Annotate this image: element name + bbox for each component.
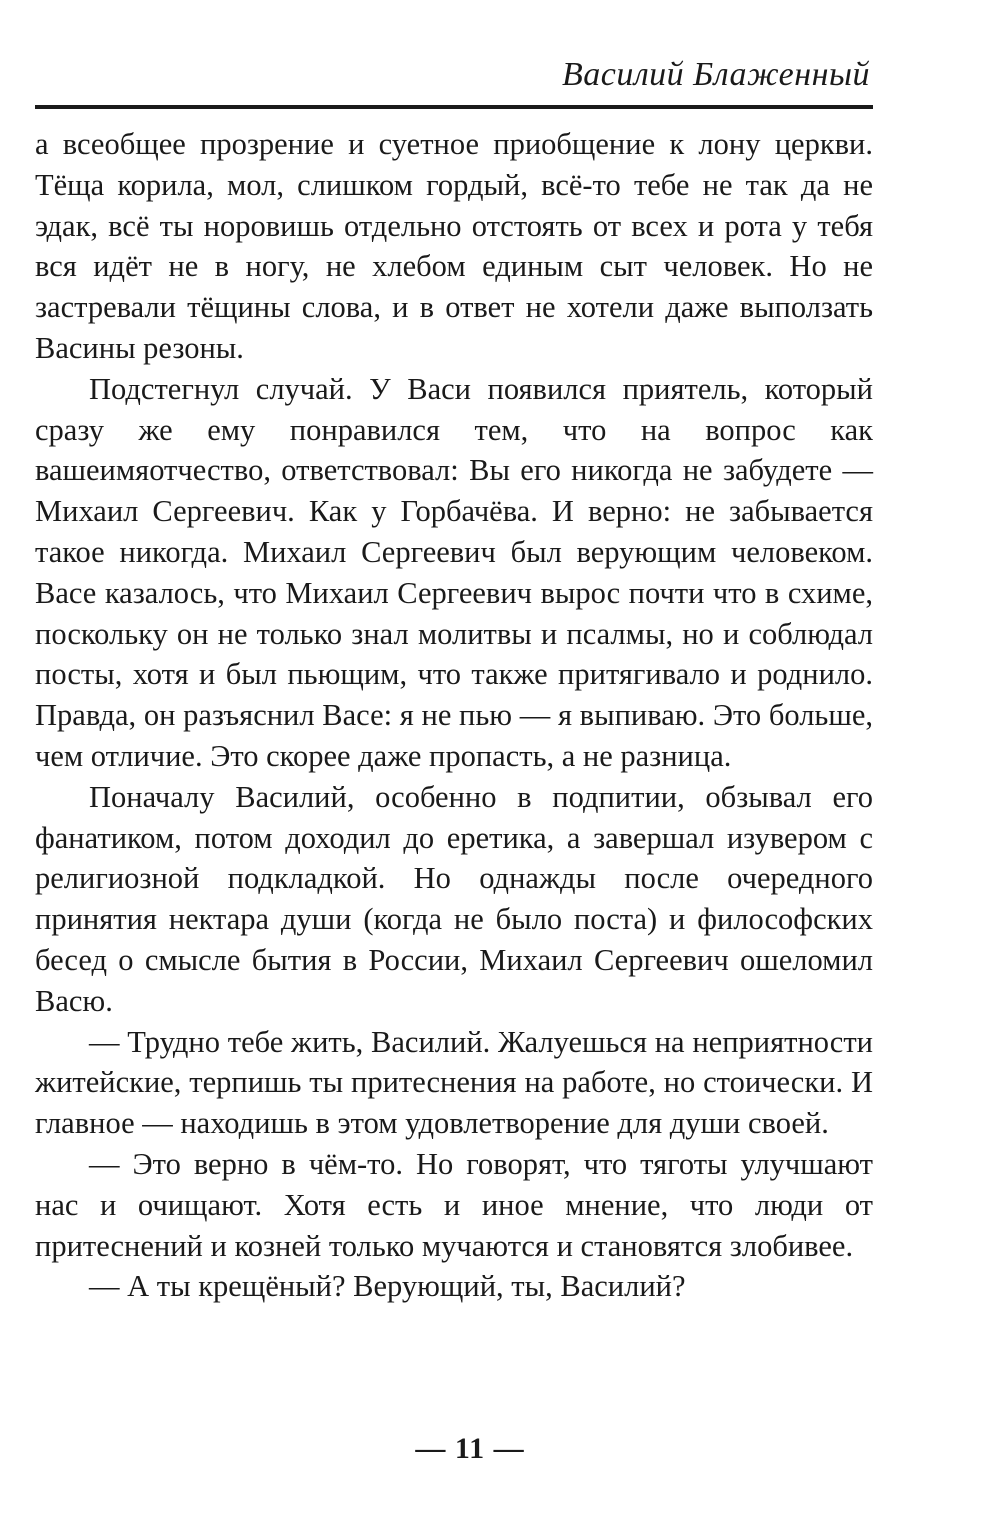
paragraph-continuation: а всеобщее прозрение и суетное приобщение к лону церкви. Тёща корила, мол, слишком гордый, всё-то тебе не так да не эдак, всё ты норовишь отдельно отстоять от всех и рота у тебя вся идёт не в ногу, не хлебом единым сыт человек. Но не застревали тёщины слова, и в ответ не хотели даже выползать Васины резоны. [35, 127, 873, 365]
running-head: Василий Блаженный [561, 56, 870, 93]
paragraph: Подстегнул случай. У Васи появился приятель, который сразу же ему понравился тем, что на вопрос как вашеимяотчество, ответствовал: Вы его никогда не забудете — Михаил Сергеевич. Как у Горбачёва. И верно: не забывается такое никогда. Михаил Сергеевич был верующим человеком. Васе казалось, что Михаил Сергеевич вырос почти что в схиме, поскольку он не только знал молитвы и псалмы, но и соблюдал посты, хотя и был пьющим, что также притягивало и роднило. Правда, он разъяснил Васе: я не пью — я выпиваю. Это больше, чем отличие. Это скорее даже пропасть, а не разница. [35, 371, 873, 773]
dialogue-line: — Это верно в чём-то. Но говорят, что тяготы улучшают нас и очищают. Хотя есть и иное мнение, что люди от притеснений и козней только мучаются и становятся злобивее. [35, 1146, 873, 1263]
dialogue-line: — А ты крещёный? Верующий, ты, Василий? [89, 1269, 686, 1304]
page-number: — 11 — [415, 1432, 525, 1465]
header-rule [35, 105, 873, 109]
paragraph: Поначалу Василий, особенно в подпитии, обзывал его фанатиком, потом доходил до еретика, а завершал изувером с религиозной подкладкой. Но однажды после очередного принятия нектара души (когда не было поста) и философских бесед о смысле бытия в России, Михаил Сергеевич ошеломил Васю. [35, 779, 873, 1018]
dialogue-line: — Трудно тебе жить, Василий. Жалуешься на неприятности житейские, терпишь ты притеснения на работе, но стоически. И главное — находишь в этом удовлетворение для души своей. [35, 1024, 873, 1141]
body-text [35, 124, 873, 1307]
